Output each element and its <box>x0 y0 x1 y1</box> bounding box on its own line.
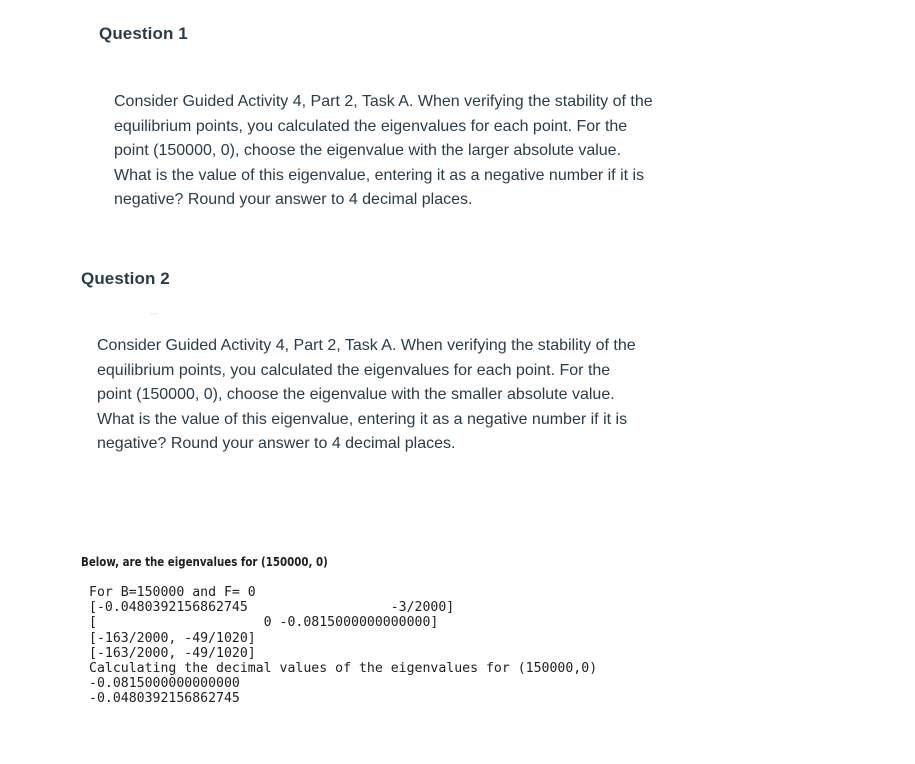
code-line: -0.0480392156862745 <box>89 691 240 707</box>
code-line: Calculating the decimal values of the eigenvalues for (150000,0) <box>89 660 598 676</box>
code-line: [ 0 -0.0815000000000000] <box>89 615 439 631</box>
question-1-text: Consider Guided Activity 4, Part 2, Task A. When verifying the stability of the equilibrium points, you calculated the eigenvalues for each point. For the point (150000, 0), choose the eigenvalue with the larger absolute value. What is the value of this eigenvalue, entering it as a negative number if it is negative? Round your answer to 4 decimal places. <box>114 93 653 208</box>
code-line: -0.0815000000000000 <box>89 676 240 692</box>
code-line: [-0.0480392156862745 -3/2000] <box>89 600 455 616</box>
code-line: [-163/2000, -49/1020] <box>89 645 256 661</box>
question-1-title: Question 1 <box>99 24 188 43</box>
question-2-text: Consider Guided Activity 4, Part 2, Task A. When verifying the stability of the equilibrium points, you calculated the eigenvalues for each point. For the point (150000, 0), choose the eigenvalue with the smaller absolute value. What is the value of this eigenvalue, entering it as a negative number if it is negative? Round your answer to 4 decimal places. <box>97 337 636 452</box>
eigenvalues-code-output <box>89 585 597 707</box>
eigenvalues-heading: Below, are the eigenvalues for (150000, 0) <box>81 554 328 569</box>
code-line: For B=150000 and F= 0 <box>89 585 256 600</box>
question-2-title: Question 2 <box>81 269 170 288</box>
faint-separator <box>150 313 158 315</box>
code-line: [-163/2000, -49/1020] <box>89 630 256 646</box>
